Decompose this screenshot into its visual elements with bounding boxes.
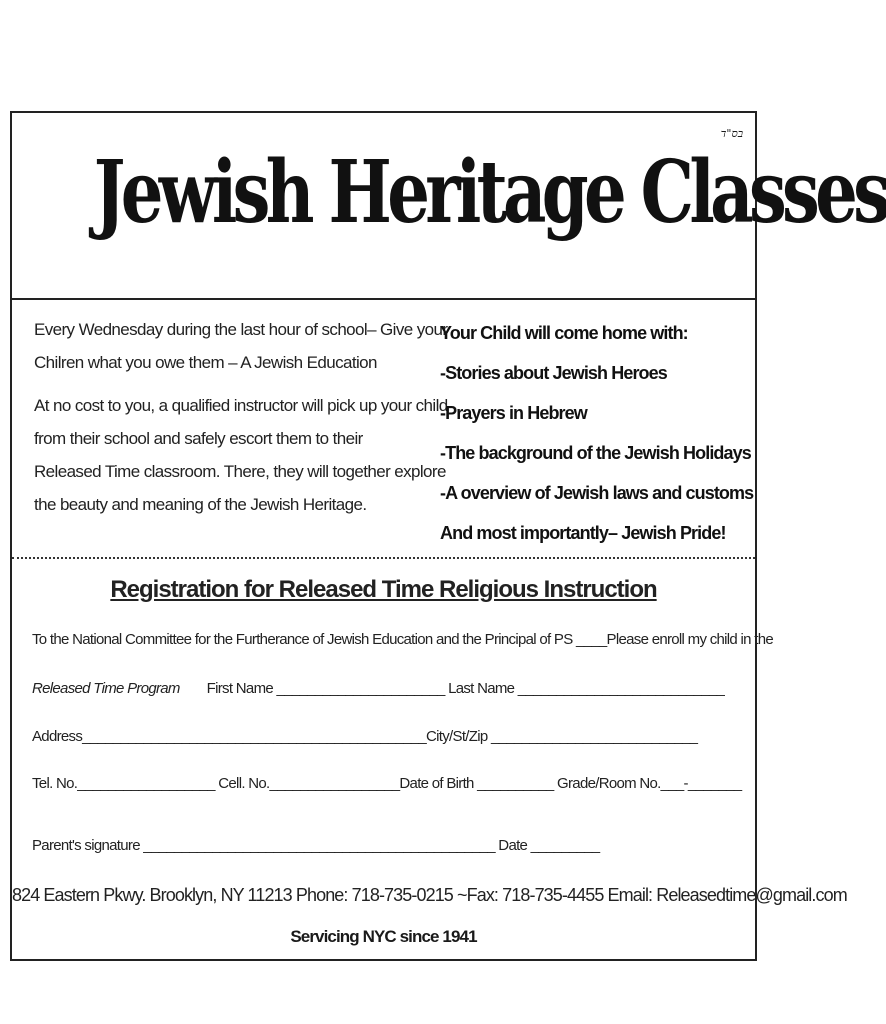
benefit-item: -The background of the Jewish Holidays xyxy=(440,443,751,463)
name-fields[interactable]: First Name ______________________ Last Name ___________________________ xyxy=(206,680,725,697)
intro-line: Chilren what you owe them – A Jewish Education xyxy=(34,353,377,372)
footer-since: Servicing NYC since 1941 xyxy=(290,927,477,946)
intro-line: Every Wednesday during the last hour of school– Give your xyxy=(34,320,448,339)
benefits-list xyxy=(440,313,758,553)
info-section xyxy=(12,308,755,553)
benefit-item: And most importantly– Jewish Pride! xyxy=(440,523,726,543)
intro-line: At no cost to you, a qualified instructor will pick up your child xyxy=(34,396,448,415)
page-title: Jewish Heritage Classes xyxy=(93,142,886,243)
address-field[interactable]: Address_____________________________________________City/St/Zip ___________________________ xyxy=(32,728,698,745)
flyer-header xyxy=(12,113,886,300)
program-label: Released Time Program xyxy=(32,680,180,697)
intro-paragraph-2 xyxy=(34,389,448,521)
intro-line: the beauty and meaning of the Jewish Heritage. xyxy=(34,495,367,514)
bsd-mark: בס"ד xyxy=(720,127,743,140)
registration-title: Registration for Released Time Religious Instruction xyxy=(110,576,657,603)
intro-paragraph-1 xyxy=(34,313,448,379)
benefits-heading: Your Child will come home with: xyxy=(440,323,688,343)
intro-text xyxy=(34,313,448,531)
intro-line: from their school and safely escort them to their xyxy=(34,429,363,448)
footer-address: 824 Eastern Pkwy. Brooklyn, NY 11213 Phone: 718-735-0215 ~Fax: 718-735-4455 Email: Releasedtime@gmail.com xyxy=(12,885,847,905)
benefit-item: -Stories about Jewish Heroes xyxy=(440,363,667,383)
flyer xyxy=(10,111,886,961)
name-fields-row xyxy=(32,680,724,697)
registration-intro: To the National Committee for the Furtherance of Jewish Education and the Principal of PS ____Please enroll my child in the xyxy=(32,631,774,648)
dotted-divider xyxy=(12,557,755,559)
intro-line: Released Time classroom. There, they will together explore xyxy=(34,462,446,481)
benefit-item: -A overview of Jewish laws and customs xyxy=(440,483,754,503)
signature-field[interactable]: Parent's signature ______________________________________________ Date _________ xyxy=(32,837,600,854)
benefit-item: -Prayers in Hebrew xyxy=(440,403,587,423)
phone-fields[interactable]: Tel. No.__________________ Cell. No._________________Date of Birth __________ Grade/Room No.___-_______ xyxy=(32,775,742,792)
